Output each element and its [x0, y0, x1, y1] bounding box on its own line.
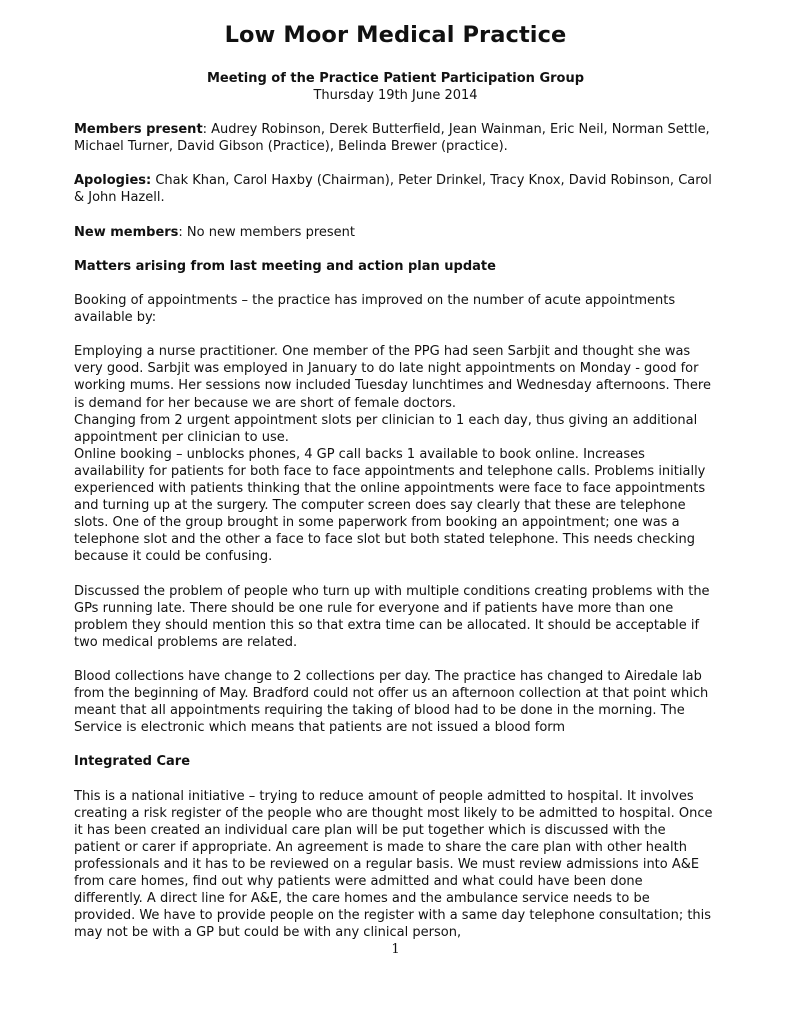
apologies-label: Apologies:: [74, 173, 152, 189]
booking-intro-paragraph: Booking of appointments – the practice has improved on the number of acute appointments available by:: [74, 292, 676, 326]
new-members-text: : No new members present: [178, 224, 355, 240]
multiple-conditions-paragraph: Discussed the problem of people who turn up with multiple conditions creating problems with the GPs running late. There should be one rule for everyone and if patients have more than one problem they should mention this so that extra time can be allocated. It should be acceptable if two medical problems are related.: [74, 583, 710, 650]
apologies-text: Chak Khan, Carol Haxby (Chairman), Peter Drinkel, Tracy Knox, David Robinson, Carol & John Hazell.: [74, 173, 712, 206]
integrated-care-heading: Integrated Care: [74, 754, 191, 770]
members-present-paragraph: [74, 121, 714, 155]
online-booking-paragraph: Online booking – unblocks phones, 4 GP call backs 1 available to book online. Increases availability for patients for both face to face appointments and telephone calls. Problems initially experienced with patients thinking that the online appointments were face to face appointments and turning up at the surgery. The computer screen does say clearly that these are telephone slots. One of the group brought in some paperwork from booking an appointment; one was a telephone slot and the other a face to face slot but both stated telephone. This needs checking because it could be confusing.: [74, 446, 706, 565]
members-present-text: : Audrey Robinson, Derek Butterfield, Jean Wainman, Eric Neil, Norman Settle, Michael Turner, David Gibson (Practice), Belinda Brewer (practice).: [74, 122, 710, 155]
integrated-care-paragraph: This is a national initiative – trying to reduce amount of people admitted to hospital. It involves creating a risk register of the people who are thought most likely to be admitted to hospital. Once it has been created an individual care plan will be put together which is discussed with the patient or carer if appropriate. An agreement is made to share the care plan with other health professionals and it has to be reviewed on a regular basis. We must review admissions into A&E from care homes, find out why patients were admitted and what could have been done differently. A direct line for A&E, the care homes and the ambulance service needs to be provided. We have to provide people on the register with a same day telephone consultation; this may not be with a GP but could be with any clinical person,: [74, 788, 713, 941]
document-body: [74, 121, 714, 942]
page-number: 1: [391, 942, 400, 957]
members-present-label: Members present: [74, 122, 203, 137]
urgent-slots-paragraph: Changing from 2 urgent appointment slots per clinician to 1 each day, thus giving an additional appointment per clinician to use.: [74, 412, 698, 445]
meeting-date: Thursday 19th June 2014: [313, 88, 478, 103]
matters-arising-heading: Matters arising from last meeting and action plan update: [74, 258, 496, 274]
blood-collections-paragraph: Blood collections have change to 2 collections per day. The practice has changed to Airedale lab from the beginning of May. Bradford could not offer us an afternoon collection at that point which meant that all appointments requiring the taking of blood had to be done in the morning. The Service is electronic which means that patients are not issued a blood form: [74, 669, 709, 736]
new-members-paragraph: [74, 224, 714, 241]
document-title: Low Moor Medical Practice: [224, 22, 567, 48]
new-members-label: New members: [74, 224, 179, 240]
apologies-paragraph: [74, 172, 714, 206]
nurse-practitioner-paragraph: Employing a nurse practitioner. One member of the PPG had seen Sarbjit and thought she was very good. Sarbjit was employed in January to do late night appointments on Monday - good for working mums. Her sessions now included Tuesday lunchtimes and Wednesday afternoons. There is demand for her because we are short of female doctors.: [74, 344, 711, 411]
meeting-subtitle: Meeting of the Practice Patient Participation Group: [206, 71, 585, 86]
